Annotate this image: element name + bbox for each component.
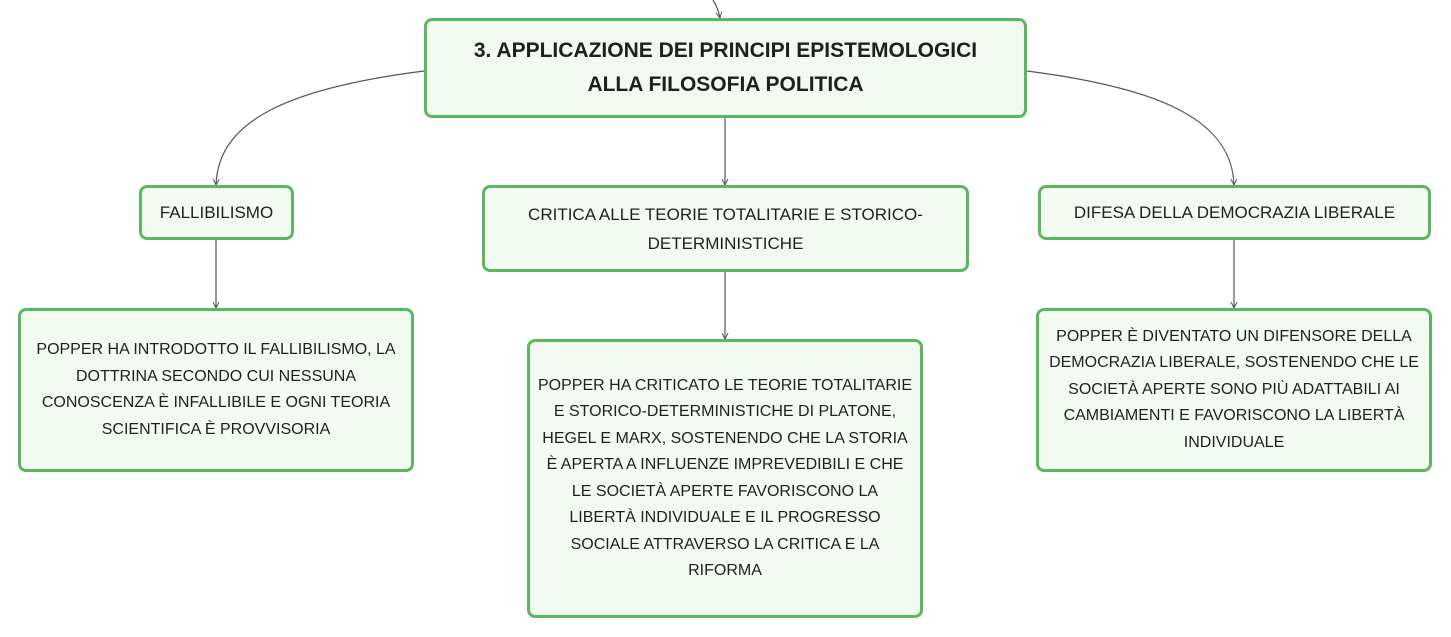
topic-node-critica[interactable] <box>482 185 969 272</box>
topic-label: CRITICA ALLE TEORIE TOTALITARIE E STORICO-DETERMINISTICHE <box>528 204 923 253</box>
topic-label: FALLIBILISMO <box>159 203 274 222</box>
detail-text: POPPER È DIVENTATO UN DIFENSORE DELLA DEMOCRAZIA LIBERALE, SOSTENENDO CHE LE SOCIETÀ APERTE SONO PIÙ ADATTABILI AI CAMBIAMENTI E FAVORISCONO LA LIBERTÀ INDIVIDUALE <box>1049 327 1419 451</box>
incoming-connector <box>713 0 720 18</box>
detail-node-critica[interactable] <box>527 339 923 618</box>
topic-label: DIFESA DELLA DEMOCRAZIA LIBERALE <box>1073 203 1396 222</box>
topic-node-fallibilismo[interactable] <box>139 185 294 240</box>
connector-root-difesa <box>1027 71 1234 185</box>
connector-root-fallibilismo <box>216 71 424 185</box>
root-title-line-1: 3. APPLICAZIONE DEI PRINCIPI EPISTEMOLOGICI <box>473 39 978 62</box>
detail-node-difesa[interactable] <box>1036 308 1432 472</box>
detail-node-fallibilismo[interactable] <box>18 308 414 472</box>
detail-text: POPPER HA CRITICATO LE TEORIE TOTALITARIE E STORICO-DETERMINISTICHE DI PLATONE, HEGEL E MARX, SOSTENENDO CHE LA STORIA È APERTA A INFLUENZE IMPREVEDIBILI E CHE LE SOCIETÀ APERTE FAVORISCONO LA LIBERTÀ INDIVIDUALE E IL PROGRESSO SOCIALE ATTRAVERSO LA CRITICA E LA RIFORMA <box>538 376 913 579</box>
root-title-line-2: ALLA FILOSOFIA POLITICA <box>587 73 864 96</box>
root-text <box>460 34 991 102</box>
root-node[interactable] <box>424 18 1027 118</box>
topic-node-difesa[interactable] <box>1038 185 1431 240</box>
detail-text: POPPER HA INTRODOTTO IL FALLIBILISMO, LA DOTTRINA SECONDO CUI NESSUNA CONOSCENZA È INFALLIBILE E OGNI TEORIA SCIENTIFICA È PROVVISORIA <box>36 341 396 438</box>
